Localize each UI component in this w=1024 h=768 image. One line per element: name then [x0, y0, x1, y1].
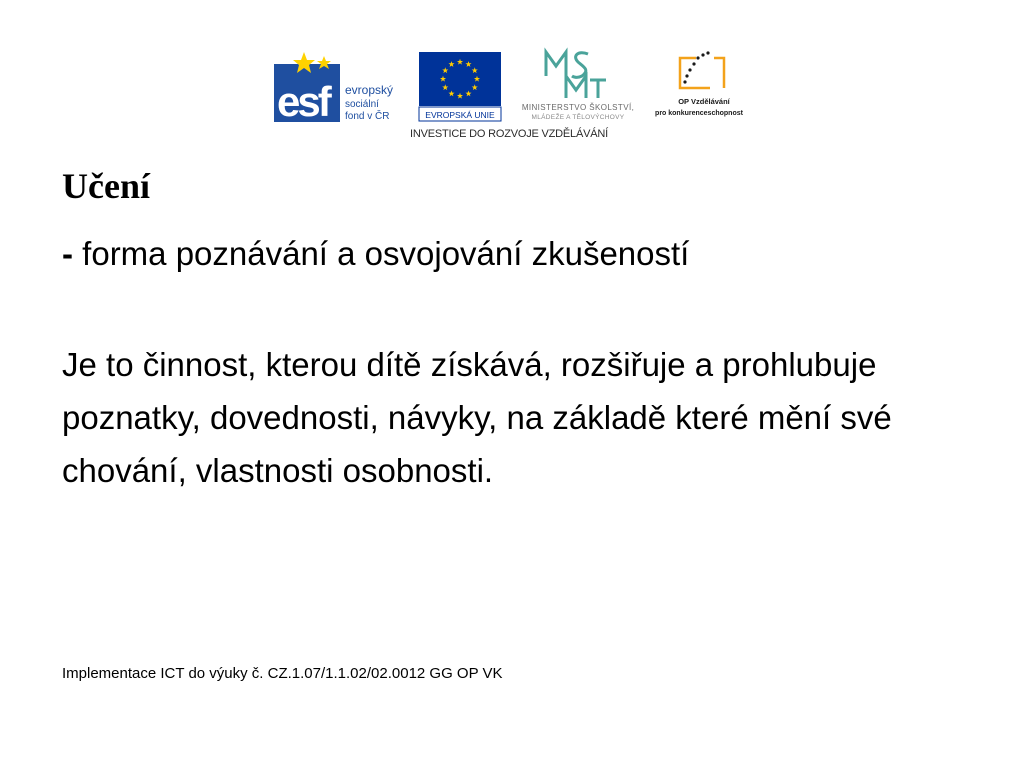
- msmt-logo: [506, 46, 648, 122]
- op-frame-icon: [680, 58, 724, 88]
- op-vzdelavani-logo: [652, 46, 746, 122]
- footer-note: Implementace ICT do výuky č. CZ.1.07/1.1.02/02.0012 GG OP VK: [62, 665, 503, 682]
- definition-text: forma poznávání a osvojování zkušeností: [82, 235, 690, 272]
- logo-banner: [272, 44, 746, 148]
- esf-line-2: sociální: [345, 99, 379, 110]
- definition-line: [62, 232, 689, 276]
- slide-title: Učení: [62, 166, 150, 206]
- msmt-line-1: MINISTERSTVO ŠKOLSTVÍ,: [521, 103, 635, 112]
- eu-flag-logo: [418, 50, 502, 122]
- body-paragraph: Je to činnost, kterou dítě získává, rozšiřuje a prohlubuje poznatky, dovednosti, návyky, na základě které mění své chování, vlastnosti osobnosti.: [62, 346, 892, 489]
- esf-line-3: fond v ČR: [345, 111, 390, 122]
- eu-caption: EVROPSKÁ UNIE: [425, 110, 495, 120]
- esf-line-1: evropský: [345, 83, 394, 97]
- op-line-2: pro konkurenceschopnost: [655, 110, 743, 117]
- op-line-1: OP Vzdělávání: [678, 97, 730, 106]
- definition-dash: -: [62, 235, 73, 272]
- banner-caption: INVESTICE DO ROZVOJE VZDĚLÁVÁNÍ: [410, 128, 608, 140]
- msmt-line-2: MLÁDEŽE A TĚLOVÝCHOVY: [531, 114, 625, 121]
- msmt-monogram-icon: [546, 52, 606, 98]
- op-dots-icon: [683, 51, 709, 83]
- esf-mark: esf: [277, 78, 329, 122]
- esf-logo: [274, 50, 412, 122]
